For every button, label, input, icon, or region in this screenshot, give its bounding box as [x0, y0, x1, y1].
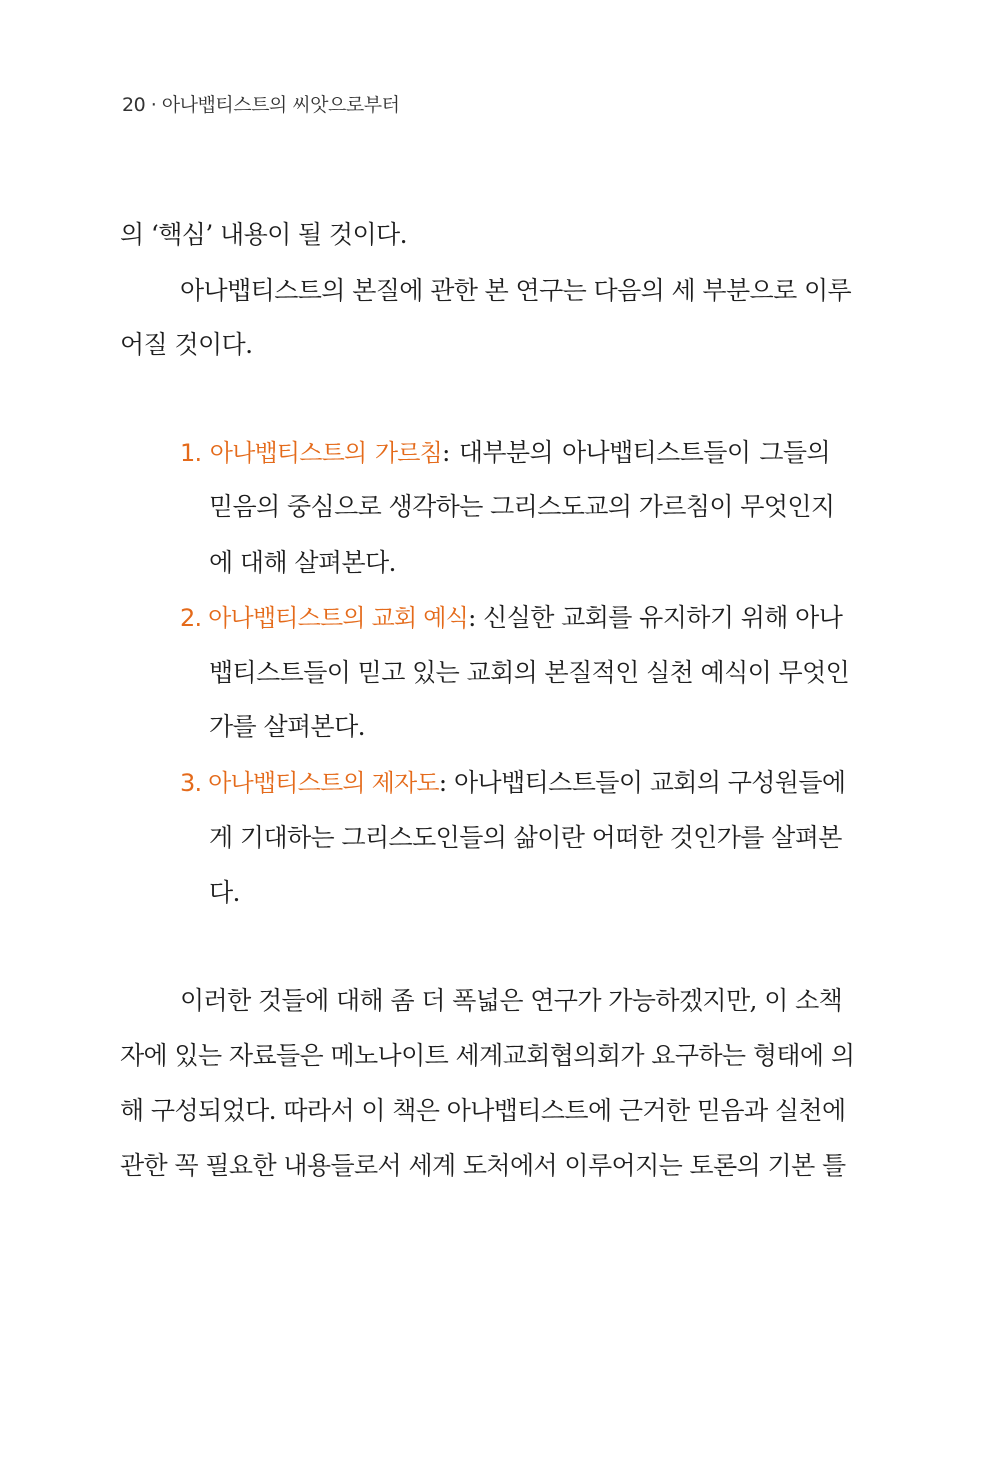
list-item-line: 에 대해 살펴본다. — [209, 548, 396, 577]
list-item-line: 게 기대하는 그리스도인들의 삶이란 어떠한 것인가를 살펴본 — [209, 823, 842, 852]
list-item-label: 3. 아나뱁티스트의 제자도 — [180, 769, 439, 797]
list-item-line: 뱁티스트들이 믿고 있는 교회의 본질적인 실천 예식이 무엇인 — [209, 658, 850, 687]
list-item-line: 다. — [209, 878, 240, 907]
list-item-text: : 대부분의 아나뱁티스트들이 그들의 — [442, 438, 830, 467]
list-item-label: 2. 아나뱁티스트의 교회 예식 — [180, 604, 469, 632]
paragraph-line: 해 구성되었다. 따라서 이 책은 아나뱁티스트에 근거한 믿음과 실천에 — [120, 1096, 846, 1125]
list-item-text: : 아나뱁티스트들이 교회의 구성원들에 — [438, 768, 846, 797]
list-item-heading — [180, 440, 830, 465]
paragraph-line: 의 ‘핵심’ 내용이 될 것이다. — [120, 220, 407, 249]
list-item-heading — [180, 768, 846, 797]
list-item-label: 1. 아나뱁티스트의 가르침 — [180, 439, 443, 467]
list-item-heading — [180, 603, 843, 632]
paragraph-line: 자에 있는 자료들은 메노나이트 세계교회협의회가 요구하는 형태에 의 — [120, 1041, 855, 1070]
paragraph-line: 관한 꼭 필요한 내용들로서 세계 도처에서 이루어지는 토론의 기본 틀 — [120, 1151, 846, 1180]
paragraph-line: 이러한 것들에 대해 좀 더 폭넓은 연구가 가능하겠지만, 이 소책 — [180, 986, 843, 1015]
paragraph-line: 어질 것이다. — [120, 330, 253, 359]
paragraph-line: 아나뱁티스트의 본질에 관한 본 연구는 다음의 세 부분으로 이루 — [180, 276, 852, 305]
list-item-text: : 신실한 교회를 유지하기 위해 아나 — [468, 603, 843, 632]
list-item-line: 가를 살펴본다. — [209, 712, 365, 741]
running-head: 20 · 아나뱁티스트의 씨앗으로부터 — [122, 94, 400, 116]
list-item-line: 믿음의 중심으로 생각하는 그리스도교의 가르침이 무엇인지 — [209, 492, 835, 521]
